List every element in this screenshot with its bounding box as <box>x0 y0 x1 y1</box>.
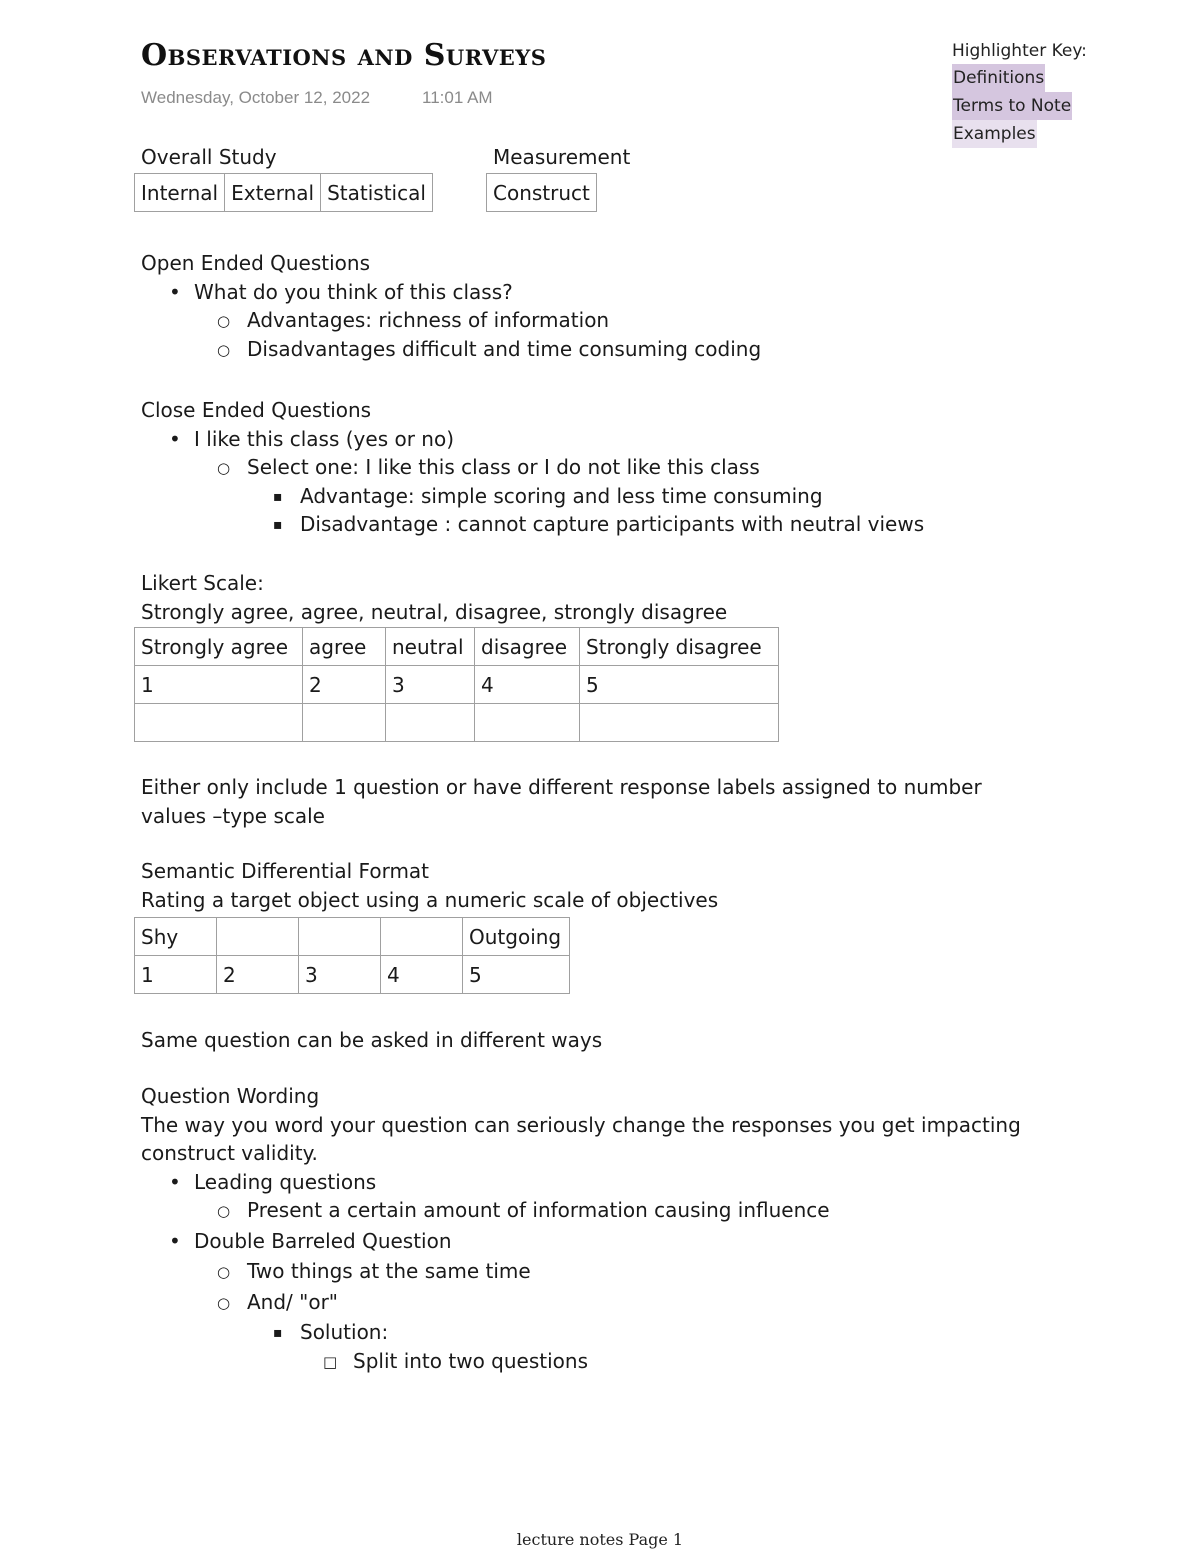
table-cell: Internal <box>135 174 225 212</box>
table-cell: Shy <box>135 918 217 956</box>
table-cell: Construct <box>487 174 597 212</box>
table-cell <box>475 704 580 742</box>
key-definitions: Definitions <box>952 64 1045 92</box>
key-terms-to-note: Terms to Note <box>952 92 1072 120</box>
highlighter-key-label: Highlighter Key: <box>952 41 1087 61</box>
list-item: ○ Select one: I like this class or I do not like this class <box>141 453 924 482</box>
table-cell: 3 <box>386 666 475 704</box>
wording-section <box>141 1082 1021 1375</box>
measurement-table <box>486 173 597 212</box>
section-heading: Semantic Differential Format <box>141 859 430 883</box>
table-cell <box>386 704 475 742</box>
table-cell: Strongly disagree <box>580 628 779 666</box>
note-line: Either only include 1 question or have different response labels assigned to number <box>141 775 982 799</box>
list-item: ○ Disadvantages difficult and time consuming coding <box>141 335 761 364</box>
table-cell: 4 <box>475 666 580 704</box>
likert-note <box>141 773 982 830</box>
wording-line: construct validity. <box>141 1141 318 1165</box>
close-ended-section <box>141 396 924 539</box>
list-item: ○ Two things at the same time <box>141 1257 1021 1286</box>
list-item: ▪ Solution: <box>141 1318 1021 1347</box>
wording-line: The way you word your question can seriously change the responses you get impacting <box>141 1112 1021 1137</box>
table-cell: 2 <box>217 956 299 994</box>
highlighter-key <box>952 38 1087 148</box>
list-item: ▪ Disadvantage : cannot capture participants with neutral views <box>141 510 924 539</box>
list-item: • What do you think of this class? <box>141 278 761 307</box>
page-title: Observations and Surveys <box>141 38 547 73</box>
note-line: values –type scale <box>141 803 325 828</box>
list-item: ○ Advantages: richness of information <box>141 306 761 335</box>
section-heading: Likert Scale: <box>141 571 264 595</box>
key-examples: Examples <box>952 120 1037 148</box>
table-cell: 1 <box>135 956 217 994</box>
semantic-line: Rating a target object using a numeric scale of objectives <box>141 887 719 912</box>
table-cell: neutral <box>386 628 475 666</box>
table-cell <box>299 918 381 956</box>
likert-section <box>141 569 727 626</box>
section-heading: Open Ended Questions <box>141 251 371 275</box>
overall-study-label: Overall Study <box>141 145 277 169</box>
table-cell: 1 <box>135 666 303 704</box>
list-item: • Double Barreled Question <box>141 1227 1021 1256</box>
list-item: ▪ Advantage: simple scoring and less time consuming <box>141 482 924 511</box>
list-item: • I like this class (yes or no) <box>141 425 924 454</box>
table-cell <box>135 704 303 742</box>
note-time: 11:01 AM <box>422 88 493 107</box>
table-cell <box>381 918 463 956</box>
table-cell <box>217 918 299 956</box>
semantic-table <box>134 917 570 994</box>
likert-table <box>134 627 779 742</box>
table-cell <box>580 704 779 742</box>
semantic-note: Same question can be asked in different ways <box>141 1028 603 1052</box>
list-item: ○ And/ "or" <box>141 1288 1021 1317</box>
table-cell <box>303 704 386 742</box>
page-footer: lecture notes Page 1 <box>516 1530 684 1549</box>
table-cell: External <box>225 174 321 212</box>
table-cell: 2 <box>303 666 386 704</box>
semantic-section <box>141 857 718 914</box>
table-cell: disagree <box>475 628 580 666</box>
list-item: • Leading questions <box>141 1168 1021 1197</box>
likert-line: Strongly agree, agree, neutral, disagree, strongly disagree <box>141 599 728 624</box>
measurement-label: Measurement <box>493 145 631 169</box>
table-cell: Strongly agree <box>135 628 303 666</box>
section-heading: Close Ended Questions <box>141 398 372 422</box>
table-cell: 5 <box>463 956 570 994</box>
table-cell: Outgoing <box>463 918 570 956</box>
table-cell: 5 <box>580 666 779 704</box>
list-item: ○ Present a certain amount of information causing influence <box>141 1196 1021 1225</box>
section-heading: Question Wording <box>141 1084 320 1108</box>
open-ended-section <box>141 249 761 363</box>
table-cell: Statistical <box>321 174 433 212</box>
table-cell: 3 <box>299 956 381 994</box>
overall-study-table <box>134 173 433 212</box>
list-item: □ Split into two questions <box>141 1347 1021 1376</box>
table-cell: 4 <box>381 956 463 994</box>
table-cell: agree <box>303 628 386 666</box>
note-date: Wednesday, October 12, 2022 <box>141 88 371 107</box>
